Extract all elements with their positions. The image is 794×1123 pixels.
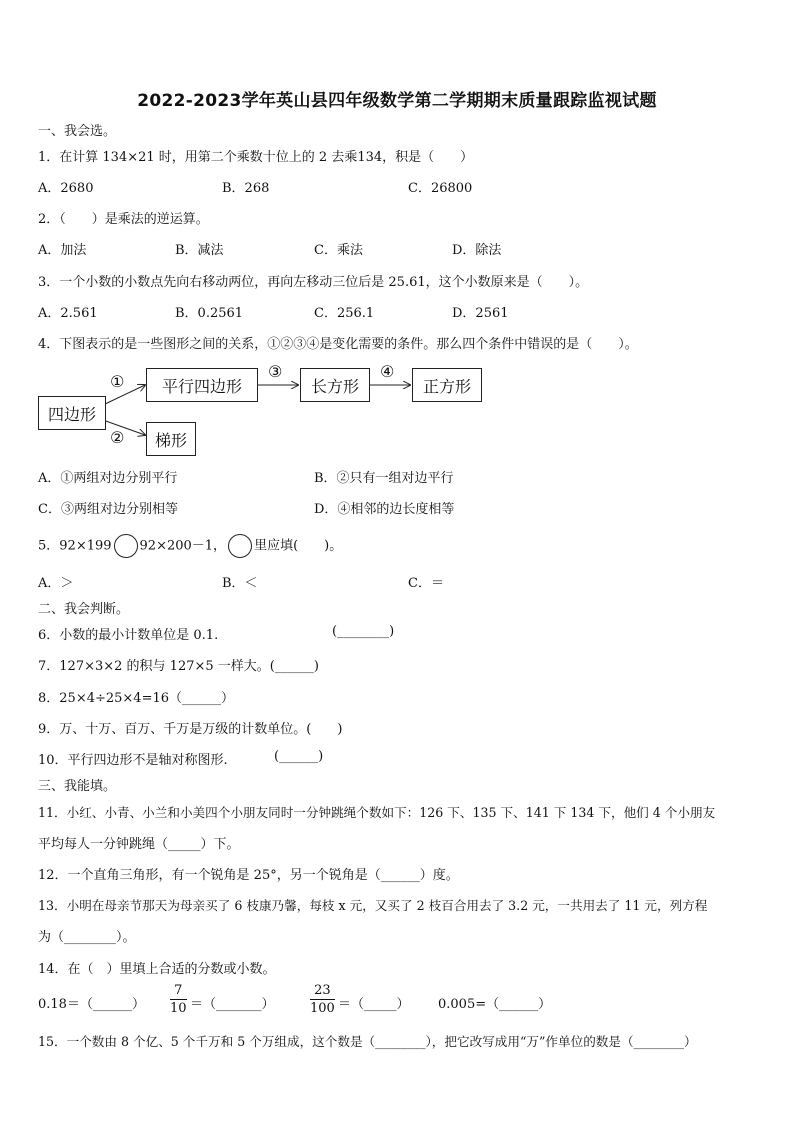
- fraction-denominator: 10: [170, 1001, 187, 1016]
- fraction-denominator: 100: [310, 1001, 335, 1016]
- question-2-option-b: B．减法: [175, 243, 224, 258]
- question-1-stem: 1．在计算 134×21 时，用第二个乘数十位上的 2 去乘134，积是（ ）: [38, 150, 474, 165]
- question-1-option-c: C．26800: [408, 181, 473, 196]
- question-5-option-c: C．＝: [408, 576, 444, 591]
- question-1-option-a: A．2680: [38, 181, 94, 196]
- fraction-numerator: 23: [314, 983, 331, 998]
- question-4-option-d: D．④相邻的边长度相等: [314, 502, 455, 517]
- question-14-stem: 14．在（ ）里填上合适的分数或小数。: [38, 962, 276, 977]
- question-12-stem: 12．一个直角三角形，有一个锐角是 25°，另一个锐角是（______）度。: [38, 868, 459, 883]
- question-2-option-a: A．加法: [38, 243, 87, 258]
- question-9-stem: 9．万、十万、百万、千万是万级的计数单位。( ): [38, 722, 343, 737]
- box-parallelogram: 平行四边形: [146, 368, 258, 402]
- question-5-option-b: B．＜: [222, 576, 258, 591]
- box-square: 正方形: [412, 368, 482, 402]
- question-6-answer-blank[interactable]: (________): [332, 624, 395, 639]
- question-15-stem: 15．一个数由 8 个亿、5 个千万和 5 个万组成，这个数是（________），把它改写成用“万”作单位的数是（________）: [38, 1034, 697, 1049]
- question-13-line-1: 13．小明在母亲节那天为母亲买了 6 枝康乃馨，每枝 x 元，又买了 2 枝百合用去了 3.2 元，一共用去了 11 元，列方程: [38, 898, 708, 913]
- question-4-stem: 4．下图表示的是一些图形之间的关系，①②③④是变化需要的条件。那么四个条件中错误的是（ ）。: [38, 337, 638, 352]
- question-3-option-d: D．2561: [452, 306, 509, 321]
- condition-1-label: ①: [110, 372, 125, 391]
- condition-2-label: ②: [110, 428, 125, 447]
- question-14-item-1: 0.18＝（______）: [38, 997, 145, 1012]
- fraction-7-10: [170, 983, 187, 1016]
- question-10-answer-blank[interactable]: (______): [274, 749, 324, 764]
- question-11-line-1: 11．小红、小青、小兰和小美四个小朋友同时一分钟跳绳个数如下：126 下、135 下、141 下 134 下，他们 4 个小朋友: [38, 805, 716, 820]
- question-1-option-b: B．268: [222, 181, 270, 196]
- fraction-numerator: 7: [174, 983, 183, 998]
- question-5-option-a: A．＞: [38, 576, 74, 591]
- question-8-stem: 8．25×4÷25×4=16（______）: [38, 691, 235, 706]
- question-11-line-2: 平均每人一分钟跳绳（_____）下。: [38, 837, 240, 852]
- question-4-option-c: C．③两组对边分别相等: [38, 502, 178, 517]
- answer-circle[interactable]: [114, 534, 138, 558]
- box-trapezoid: 梯形: [146, 422, 196, 456]
- box-quadrilateral: 四边形: [38, 396, 106, 430]
- question-4-option-b: B．②只有一组对边平行: [314, 471, 454, 486]
- question-14-item-4: 0.005=（______）: [438, 997, 552, 1012]
- question-2-option-c: C．乘法: [314, 243, 363, 258]
- question-14-item-3-blank: ＝（_____）: [338, 997, 410, 1012]
- question-10-stem: 10．平行四边形不是轴对称图形.: [38, 753, 228, 768]
- fraction-bar: [170, 999, 187, 1000]
- diagram-arrows: [0, 0, 794, 470]
- question-2-stem: 2．（ ）是乘法的逆运算。: [38, 212, 209, 227]
- box-rectangle: 长方形: [300, 368, 370, 402]
- fraction-bar: [310, 999, 335, 1000]
- question-5-part-2: 92×200－1，: [139, 538, 227, 554]
- fraction-23-100: [310, 983, 335, 1016]
- question-5-part-3: 里应填( )。: [254, 538, 343, 554]
- question-6-stem: 6．小数的最小计数单位是 0.1.: [38, 628, 219, 643]
- circle-glyph: [228, 534, 252, 558]
- question-13-line-2: 为（________）。: [38, 930, 136, 945]
- section-heading-choose: 一、我会选。: [38, 124, 117, 139]
- question-3-option-c: C．256.1: [314, 306, 375, 321]
- question-5-part-1: 5．92×199: [38, 538, 112, 554]
- question-3-stem: 3．一个小数的小数点先向右移动两位，再向左移动三位后是 25.61，这个小数原来是（ ）。: [38, 275, 589, 290]
- condition-3-label: ③: [268, 362, 283, 381]
- section-heading-fill: 三、我能填。: [38, 779, 117, 794]
- question-14-item-2-blank: ＝（_______）: [190, 997, 275, 1012]
- question-2-option-d: D．除法: [452, 243, 502, 258]
- question-5-stem: [38, 534, 342, 558]
- question-7-stem: 7．127×3×2 的积与 127×5 一样大。(______): [38, 659, 319, 674]
- question-3-option-a: A．2.561: [38, 306, 98, 321]
- page-title: 2022-2023学年英山县四年级数学第二学期期末质量跟踪监视试题: [137, 91, 657, 111]
- section-heading-judge: 二、我会判断。: [38, 602, 130, 617]
- question-3-option-b: B．0.2561: [175, 306, 244, 321]
- condition-4-label: ④: [380, 362, 395, 381]
- question-4-option-a: A．①两组对边分别平行: [38, 471, 178, 486]
